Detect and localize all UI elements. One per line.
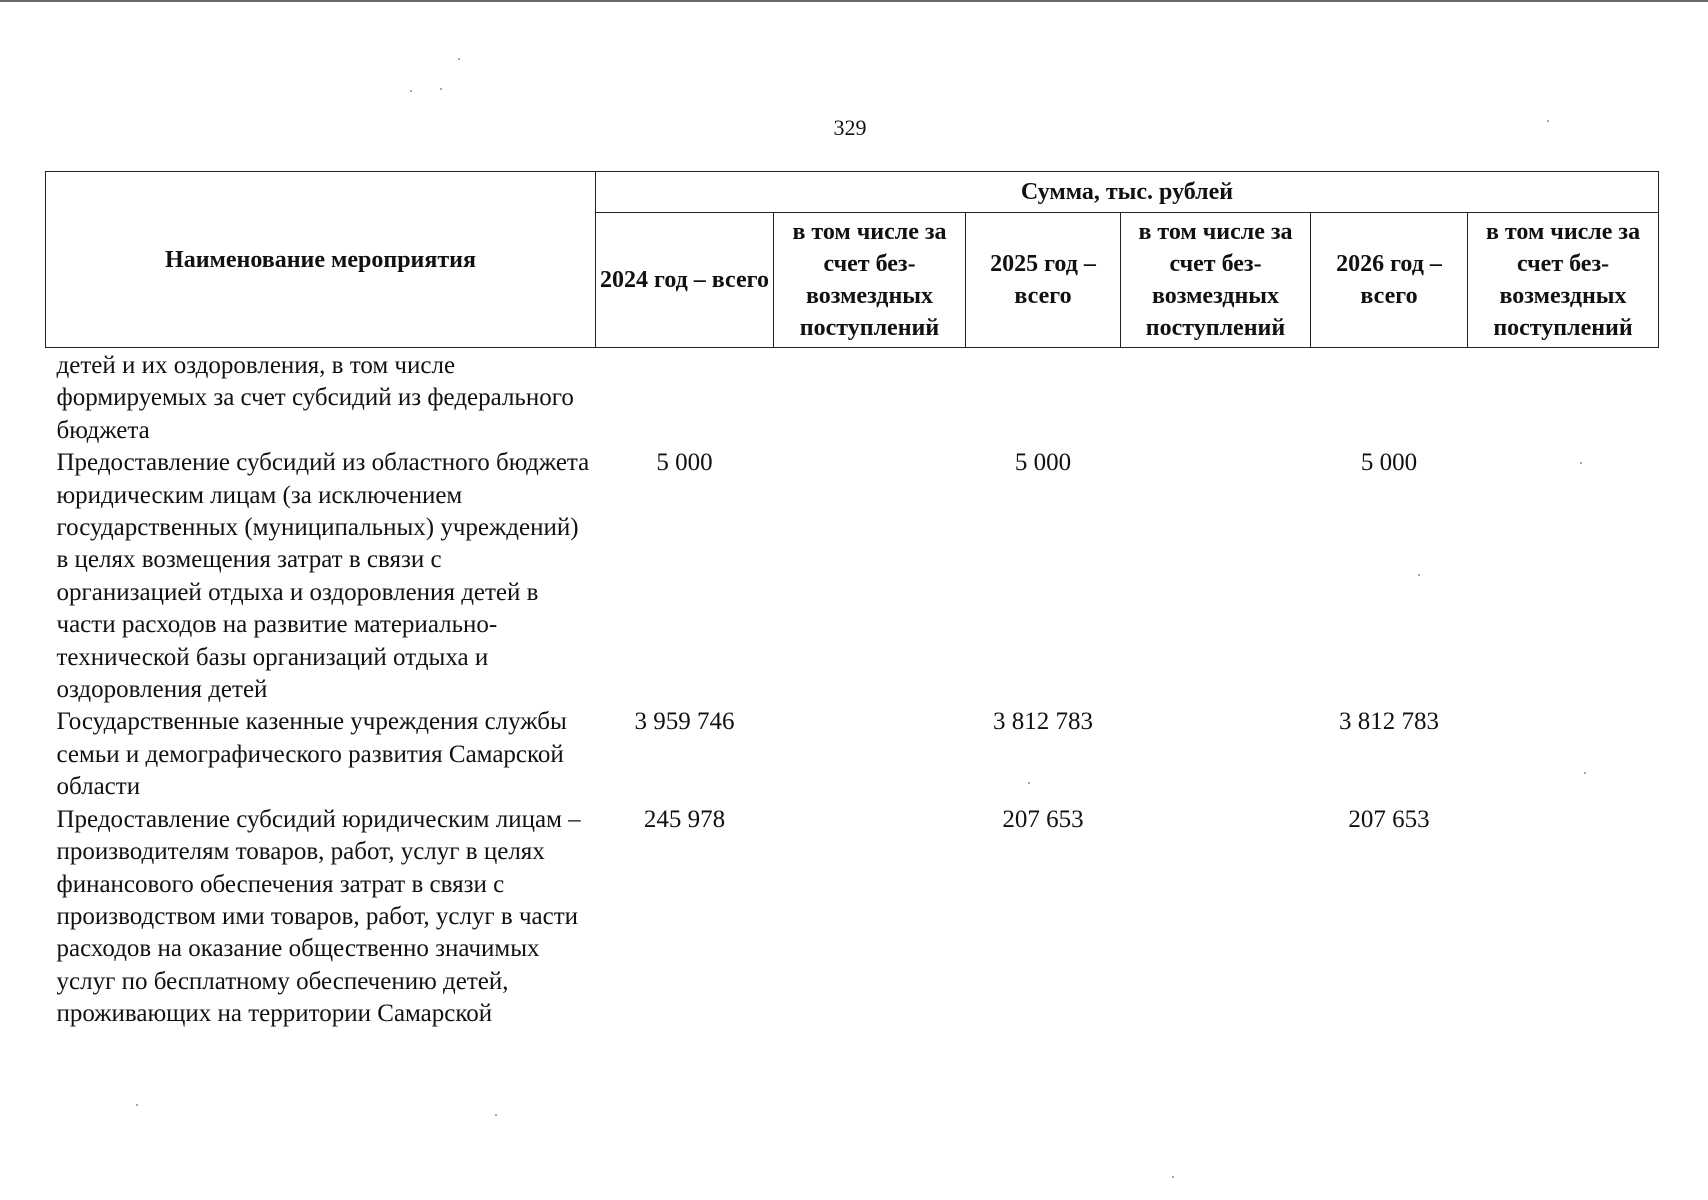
cell-2024-total: 3 959 746 [634,708,735,736]
scan-speck [440,88,442,90]
table-row [46,706,1659,803]
cell-2026-gratuitous [1468,706,1659,803]
scan-speck [1547,120,1549,122]
row-name: Предоставление субсидий юридическим лицам – производителям товаров, работ, услуг в целях финансового обеспечения затрат в связи с производством ими товаров, работ, услуг в части расходов на оказание общественно значимых услуг по бесплатному обеспечению детей, проживающих на территории Самарской [56,805,581,1028]
row-name: Предоставление субсидий из областного бюджета юридическим лицам (за исключением государственных (муниципальных) учреждений) в целях возмещения затрат в связи с организацией отдыха и оздоровления детей в части расходов на развитие материально-технической базы организаций отдыха и оздоровления детей [56,449,590,704]
scan-speck [1584,772,1586,774]
header-2025-total: 2025 год – всего [966,213,1121,348]
cell-2025-gratuitous [1121,447,1311,706]
cell-2024-gratuitous [774,447,966,706]
scan-speck [1172,1176,1174,1178]
cell-2025-gratuitous [1121,804,1311,1031]
scan-speck [136,1104,138,1106]
header-name-column: Наименование мероприятия [46,172,596,348]
cell-2026-total: 207 653 [1348,805,1430,833]
cell-2024-total [596,348,774,448]
cell-2026-gratuitous [1468,447,1659,706]
header-2025-gratuitous: в том числе за счет без-возмездных поступлений [1121,213,1311,348]
cell-2026-total [1311,348,1468,448]
budget-table [45,171,1659,1031]
cell-2024-total: 5 000 [656,449,713,477]
scan-edge-line [0,0,1708,2]
scan-speck [458,58,460,60]
scan-speck [410,90,412,92]
cell-2025-total: 207 653 [1002,805,1084,833]
header-2026-total: 2026 год – всего [1311,213,1468,348]
cell-2026-gratuitous [1468,348,1659,448]
cell-2024-gratuitous [774,348,966,448]
header-2024-gratuitous: в том числе за счет без-возмездных поступлений [774,213,966,348]
header-2026-gratuitous: в том числе за счет без-возмездных поступлений [1468,213,1659,348]
table-row [46,804,1659,1031]
cell-2025-total: 5 000 [1014,449,1072,477]
scan-speck [1418,574,1420,576]
cell-2024-gratuitous [774,804,966,1031]
scan-speck [1028,782,1030,784]
row-name: Государственные казенные учреждения службы семьи и демографического развития Самарской области [56,708,567,801]
row-name: детей и их оздоровления, в том числе формируемых за счет субсидий из федерального бюджета [56,352,574,444]
cell-2024-total: 245 978 [643,805,726,833]
header-sum-group: Сумма, тыс. рублей [596,172,1659,213]
table-row [46,447,1659,706]
cell-2025-total [966,348,1121,448]
header-2024-total: 2024 год – всего [596,213,774,348]
cell-2026-total: 3 812 783 [1339,708,1439,736]
page-number: 329 [833,115,867,140]
cell-2026-gratuitous [1468,804,1659,1031]
scan-speck [495,1114,497,1116]
cell-2024-gratuitous [774,706,966,803]
table-row [46,348,1659,448]
cell-2025-gratuitous [1121,706,1311,803]
cell-2026-total: 5 000 [1360,449,1418,477]
scan-speck [1580,462,1582,464]
cell-2025-total: 3 812 783 [993,708,1093,736]
cell-2025-gratuitous [1121,348,1311,448]
